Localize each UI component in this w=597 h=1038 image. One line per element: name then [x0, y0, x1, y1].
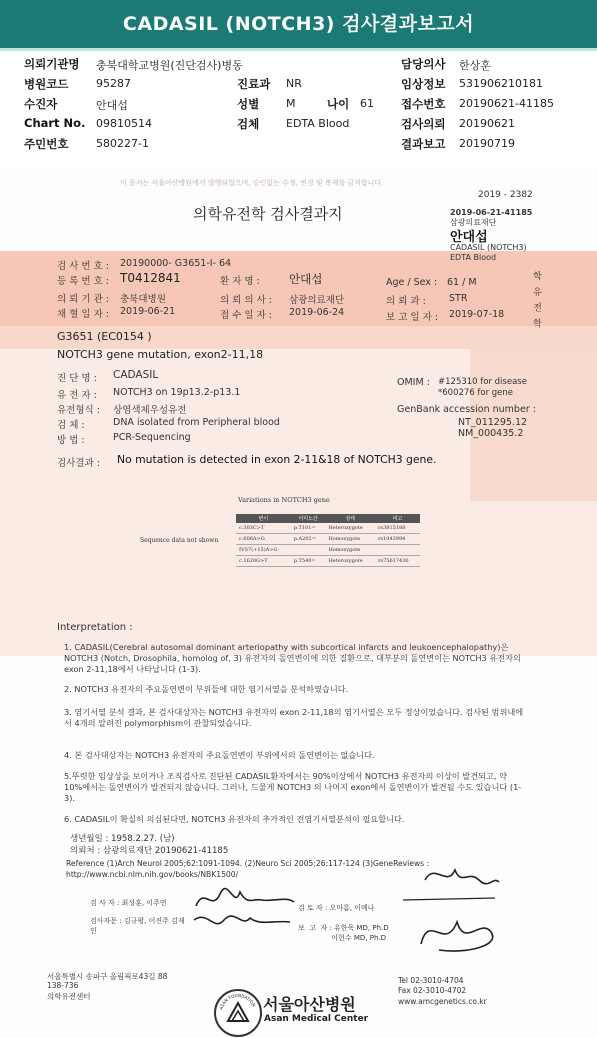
variation-header-cell: 상태	[325, 514, 375, 523]
interpretation-title: Interpretation :	[57, 622, 133, 633]
svg-text:ASAN FOUNDATION: ASAN FOUNDATION	[218, 992, 257, 1011]
variation-table-body	[236, 523, 420, 567]
interp-6: 6. CADASIL이 확실히 의심된다면, NOTCH3 유전자의 추가적인 전염기서열분석이 필요합니다.	[64, 814, 405, 824]
stamp-name: 안대섭	[450, 230, 488, 245]
reporter-label: 보 고 자 : 유한욱 MD, Ph.D 이헌수 MD, Ph.D	[298, 924, 389, 942]
request-value: 20190621	[459, 117, 515, 130]
asan-emblem-icon	[216, 991, 260, 1035]
sequence-note: Sequence data not shown	[140, 537, 219, 544]
hospital-name-ko: 서울아산병원	[263, 995, 356, 1014]
examiner-signature	[190, 876, 300, 941]
req-doc-label: 의 뢰 의 사 :	[220, 295, 272, 306]
receive-label: 접 수 일 자 :	[220, 310, 272, 321]
patient-info-panel	[0, 52, 597, 152]
interp-4: 4. 본 검사대상자는 NOTCH3 유전자의 주요돌연변이 부위에서의 돌연변이는 없습니다.	[64, 750, 375, 760]
specimen-value: DNA isolated from Peripheral blood	[113, 417, 280, 428]
report-header	[0, 0, 597, 51]
side-vertical-text: 학 유 전 학	[531, 271, 541, 330]
variation-cell: p.T101=	[291, 523, 326, 534]
reviewer-label: 검 토 자 : 오마름, 이메나	[298, 904, 375, 912]
address-line3: 의학유전센터	[47, 992, 91, 1001]
genbank-value1: NT_011295.12	[458, 417, 528, 428]
interp-2: 2. NOTCH3 유전자의 주요돌연변이 부위들에 대한 염기서열을 분석하였습니다.	[64, 684, 349, 694]
result-value: No mutation is detected in exon 2-11&18 of NOTCH3 gene.	[117, 453, 437, 466]
req-inst-label: 의 뢰 기 관 :	[57, 294, 109, 305]
gene-value: NOTCH3 on 19p13.2-p13.1	[113, 387, 241, 398]
variation-cell: rs75617430	[375, 556, 420, 567]
variation-cell: Heterozygote	[325, 523, 375, 534]
dept-value: NR	[286, 77, 302, 90]
variation-header-cell: 아미노산	[291, 514, 326, 523]
doc-number: 2019 - 2382	[478, 190, 533, 200]
requester-line: 의뢰처 : 삼광의료재단 20190621-41185	[70, 846, 229, 856]
variation-cell: c.606A>G	[236, 534, 291, 545]
age-sex-value: 61 / M	[447, 277, 477, 288]
analyst-label: 검사자문 : 김규평, 이진주 김재인	[90, 917, 185, 935]
variation-cell: Homozygote	[325, 545, 375, 556]
result-label: 검사결과 :	[57, 458, 100, 469]
hospital-logo	[214, 989, 262, 1037]
reg-no-label: 등 록 번 호 :	[57, 276, 109, 287]
variation-row	[236, 534, 420, 545]
variation-cell: p.A202=	[291, 534, 326, 545]
diag-value: CADASIL	[113, 369, 159, 381]
receipt-label: 접수번호	[401, 97, 446, 111]
variation-table	[236, 514, 420, 567]
variation-row	[236, 545, 420, 556]
method-value: PCR-Sequencing	[113, 432, 191, 443]
patient-name-label: 환 자 명 :	[220, 276, 260, 287]
patient-name-value: 안대섭	[289, 272, 323, 286]
report-title: CADASIL (NOTCH3) 검사결과보고서	[122, 13, 475, 35]
chart-value: 09810514	[96, 117, 152, 130]
diag-label: 진 단 명 :	[57, 373, 97, 384]
address-line1: 서울특별시 송파구 올림픽로43길 88	[47, 972, 168, 981]
main-title: 의학유전학 검사결과지	[193, 205, 343, 223]
reviewer-signature	[395, 852, 505, 962]
variation-cell	[375, 545, 420, 556]
exam-no-label: 검 사 번 호 :	[57, 261, 109, 272]
top-note: 이 문서는 서울아산병원에서 발행되었으며, 승인없는 수정, 변경 및 복제를 금지합니다.	[120, 179, 384, 187]
collect-value: 2019-06-21	[120, 306, 176, 317]
reference-url: http://www.ncbi.nlm.nih.gov/books/NBK1500/	[66, 870, 239, 879]
birth-line: 생년월일 : 1958.2.27. (남)	[70, 834, 175, 844]
clinical-label: 임상정보	[401, 77, 446, 91]
hospital-label: 의뢰기관명	[24, 57, 80, 71]
method-label: 방 법 :	[57, 435, 85, 446]
variation-cell: c.1620G>T	[236, 556, 291, 567]
receive-value: 2019-06-24	[289, 307, 345, 318]
hospital-code-label: 병원코드	[24, 77, 69, 91]
report-date-value: 20190719	[459, 137, 515, 150]
req-inst-value: 충북대병원	[120, 294, 166, 305]
stamp-line2: 삼광의료재단	[450, 218, 497, 227]
test-name: NOTCH3 gene mutation, exon2-11,18	[57, 348, 264, 361]
collect-label: 채 혈 일 자 :	[57, 309, 109, 320]
specimen-label: 검체	[237, 117, 260, 131]
address-line2: 138-736	[47, 981, 79, 990]
age-value: 61	[360, 97, 374, 110]
sex-label: 성별	[237, 97, 260, 111]
fax: Fax 02-3010-4702	[398, 986, 467, 995]
patient-label: 수진자	[24, 97, 58, 111]
clinical-value: 531906210181	[459, 77, 543, 90]
resident-label: 주민번호	[24, 137, 69, 151]
hospital-value: 충북대학교병원(진단검사)병동	[96, 59, 243, 72]
variation-cell: Homozygote	[325, 534, 375, 545]
req-dept-label: 의 뢰 과 :	[386, 296, 426, 307]
specimen-value: EDTA Blood	[286, 117, 350, 130]
age-sex-label: Age / Sex :	[386, 277, 438, 288]
doctor-value: 한상훈	[459, 59, 491, 72]
stamp-box	[450, 208, 560, 266]
variation-table-header	[236, 514, 420, 523]
report-label: 보 고 일 자 :	[386, 312, 438, 323]
gene-label: 유 전 자 :	[57, 390, 97, 401]
variation-cell: c.303C>T	[236, 523, 291, 534]
variation-cell	[291, 545, 326, 556]
tel: Tel 02-3010-4704	[398, 976, 464, 985]
request-label: 검사의뢰	[401, 117, 446, 131]
variation-header-cell: 비고	[375, 514, 420, 523]
inherit-label: 유전형식 :	[57, 405, 100, 416]
stamp-line1: 2019-06-21-41185	[450, 208, 533, 217]
interp-3: 3. 염기서열 분석 결과, 본 검사대상자는 NOTCH3 유전자의 exon 2-11,18의 염기서열은 모두 정상이었습니다. 검사된 범위내에서 4개의 알려진 polymorphism이 관찰되었습니다.	[64, 707, 524, 728]
age-label: 나이	[327, 97, 350, 111]
exam-no-value: 20190000- G3651-I- 64	[120, 258, 232, 269]
variation-cell: IVS7(+15)A>G	[236, 545, 291, 556]
resident-value: 580227-1	[96, 137, 149, 150]
omim-value2: *600276 for gene	[438, 388, 514, 398]
req-doc-value: 삼광의료재단	[289, 295, 345, 306]
report-value: 2019-07-18	[449, 309, 505, 320]
scanned-report	[0, 166, 597, 1038]
hospital-name-en: Asan Medical Center	[264, 1014, 369, 1024]
chart-label: Chart No.	[24, 116, 86, 130]
receipt-value: 20190621-41185	[459, 97, 554, 110]
variation-row	[236, 523, 420, 534]
report-date-label: 결과보고	[401, 137, 446, 151]
variation-title: Variations in NOTCH3 gene	[238, 496, 330, 504]
stamp-line4: EDTA Blood	[450, 253, 497, 262]
reg-no-value: T0412841	[120, 271, 181, 285]
examiner-label: 검 사 자 : 최성훈, 이주연	[90, 899, 167, 907]
variation-row	[236, 556, 420, 567]
variation-cell: rs3815188	[375, 523, 420, 534]
genbank-label: GenBank accession number :	[397, 404, 536, 415]
variation-cell: Heterozygote	[325, 556, 375, 567]
stamp-line3: CADASIL (NOTCH3)	[450, 243, 527, 252]
interp-5: 5.뚜렷한 임상상을 보이거나 조직검사로 진단된 CADASIL환자에서는 90%이상에서 NOTCH3 유전자의 이상이 발견되고, 약 10%에서는 돌연변이가 발견되지 않습니다. 그러나, 드물게 NOTCH3 의 나머지 exon에서 돌연변이가 발견될 수도 있습니다 (1-3).	[64, 771, 522, 803]
omim-label: OMIM :	[397, 377, 430, 388]
doctor-label: 담당의사	[401, 57, 446, 71]
variation-cell: rs1043994	[375, 534, 420, 545]
inherit-value: 상염색체우성유전	[113, 405, 187, 416]
website: www.amcgenetics.co.kr	[398, 997, 487, 1006]
omim-value1: #125310 for disease	[438, 377, 527, 387]
sex-value: M	[286, 97, 296, 110]
genbank-value2: NM_000435.2	[458, 428, 524, 439]
dept-label: 진료과	[237, 77, 271, 91]
interp-1: 1. CADASIL(Cerebral autosomal dominant arteriopathy with subcortical infarcts and leukoencephalopathy)은 NOTCH3 (Notch, Drosophila, homolog of, 3) 유전자의 돌연변이에 의한 질환으로, 대부분의 돌연변이는 NOTCH3 유전자의 exon 2-11,18에서 나타납니다 (1-3).	[64, 642, 521, 674]
req-dept-value: STR	[449, 293, 468, 304]
variation-cell: p.T540=	[291, 556, 326, 567]
patient-value: 안대섭	[96, 99, 128, 112]
test-code: G3651 (EC0154 )	[57, 330, 152, 343]
specimen-label: 검 체 :	[57, 420, 85, 431]
variation-header-cell: 변이	[236, 514, 291, 523]
reference-line: Reference (1)Arch Neurol 2005;62:1091-1094. (2)Neuro Sci 2005;26:117-124 (3)GeneReviews :	[66, 859, 430, 868]
hospital-code-value: 95287	[96, 77, 131, 90]
